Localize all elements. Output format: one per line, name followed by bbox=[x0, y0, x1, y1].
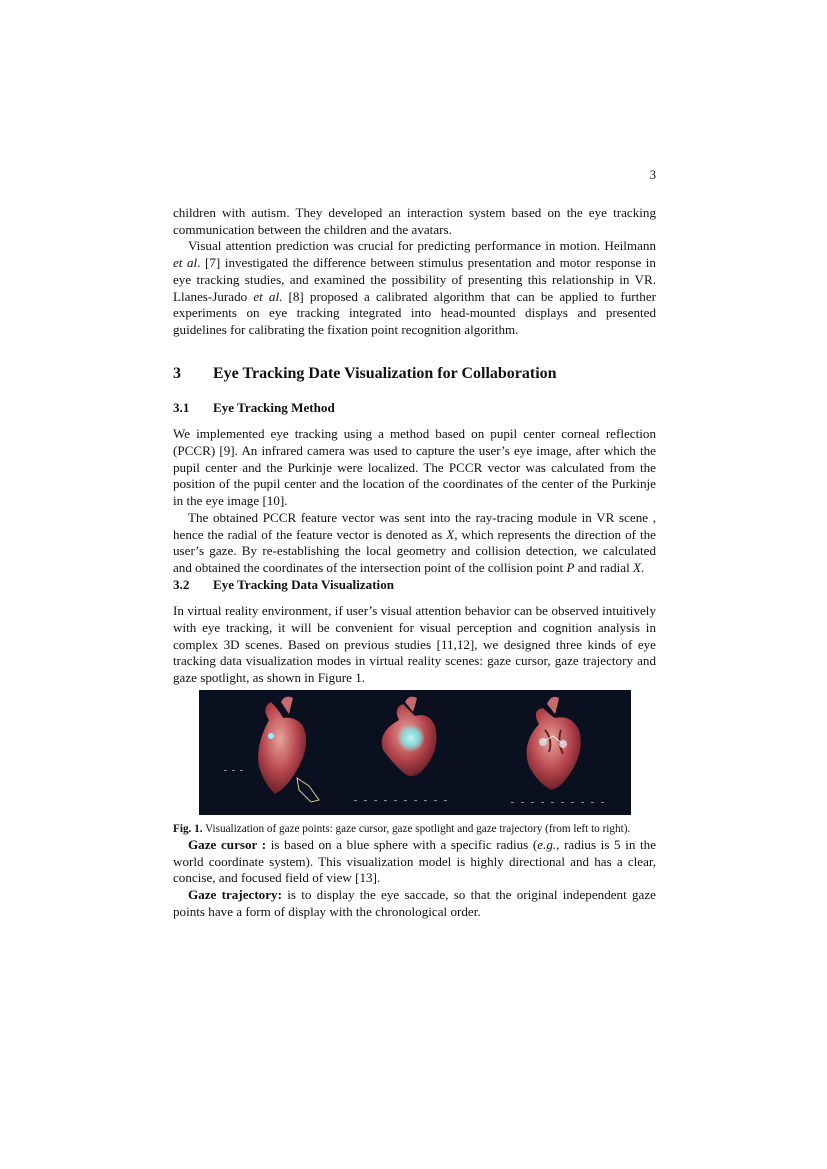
subsection-number: 3.1 bbox=[173, 399, 190, 415]
subsection-number: 3.2 bbox=[173, 576, 190, 592]
figure-1-image bbox=[199, 690, 631, 815]
figure-1-graphic bbox=[199, 690, 631, 815]
subsection-title: Eye Tracking Data Visualization bbox=[213, 576, 395, 592]
intro-paragraph-1: children with autism. They developed an interaction system based on the eye tracking communication between the children and the avatars. bbox=[173, 205, 656, 237]
gaze-trajectory-paragraph: Gaze trajectory: is to display the eye saccade, so that the original independent gaze points have a form of display with the chronological order. bbox=[173, 886, 656, 919]
method-paragraph-1: We implemented eye tracking using a method based on pupil center corneal reflection (PCCR) [9]. An infrared camera was used to capture the user’s eye image, after which the pupil center and the Purkinje were localized. The PCCR vector was calculated from the position of the pupil center and the location of the coordinates of the center of the Purkinje in the eye image [10]. bbox=[173, 426, 656, 509]
subsection-3-2-heading bbox=[173, 577, 656, 594]
visualization-paragraph-1: In virtual reality environment, if user’s visual attention behavior can be observed intuitively with eye tracking, it will be convenient for visual perception and cognition analysis in complex 3D scenes. Based on previous studies [11,12], we designed three kinds of eye tracking data visualization modes in virtual reality scenes: gaze cursor, gaze trajectory and gaze spotlight, as shown in Figure 1. bbox=[173, 603, 656, 686]
figure-1-caption: Fig. 1. Visualization of gaze points: gaze cursor, gaze spotlight and gaze trajectory (from left to right). bbox=[173, 822, 631, 835]
section-3-heading bbox=[173, 364, 656, 384]
gaze-spotlight bbox=[397, 724, 425, 752]
intro-paragraph-2: Visual attention prediction was crucial for predicting performance in motion. Heilmann et al. [7] investigated the difference between stimulus presentation and motor response in eye tracking studies, and examined the possibility of presenting this relationship in VR. Llanes-Jurado et al. [8] proposed a calibrated algorithm that can be applied to further experiments on eye tracking integrated into head-mounted displays and presented guidelines for calibrating the fixation point recognition algorithm. bbox=[173, 238, 656, 337]
section-number: 3 bbox=[173, 364, 181, 382]
method-paragraph-2: The obtained PCCR feature vector was sent into the ray-tracing module in VR scene , hence the radial of the feature vector is denoted as X, which represents the direction of the user’s gaze. By re-establishing the local geometry and collision detection, we calculated and obtained the coordinates of the intersection point of the collision point P and radial X. bbox=[173, 509, 656, 575]
subsection-title: Eye Tracking Method bbox=[213, 399, 335, 415]
gaze-cursor-sphere bbox=[268, 733, 274, 739]
page-content bbox=[173, 205, 656, 920]
gaze-cursor-paragraph: Gaze cursor : is based on a blue sphere with a specific radius (e.g., radius is 5 in the world coordinate system). This visualization model is highly directional and has a clear, concise, and focused field of view [13]. bbox=[173, 836, 657, 886]
section-title: Eye Tracking Date Visualization for Collaboration bbox=[213, 364, 557, 382]
page-number: 3 bbox=[649, 168, 656, 182]
subsection-3-1-heading bbox=[173, 400, 656, 417]
